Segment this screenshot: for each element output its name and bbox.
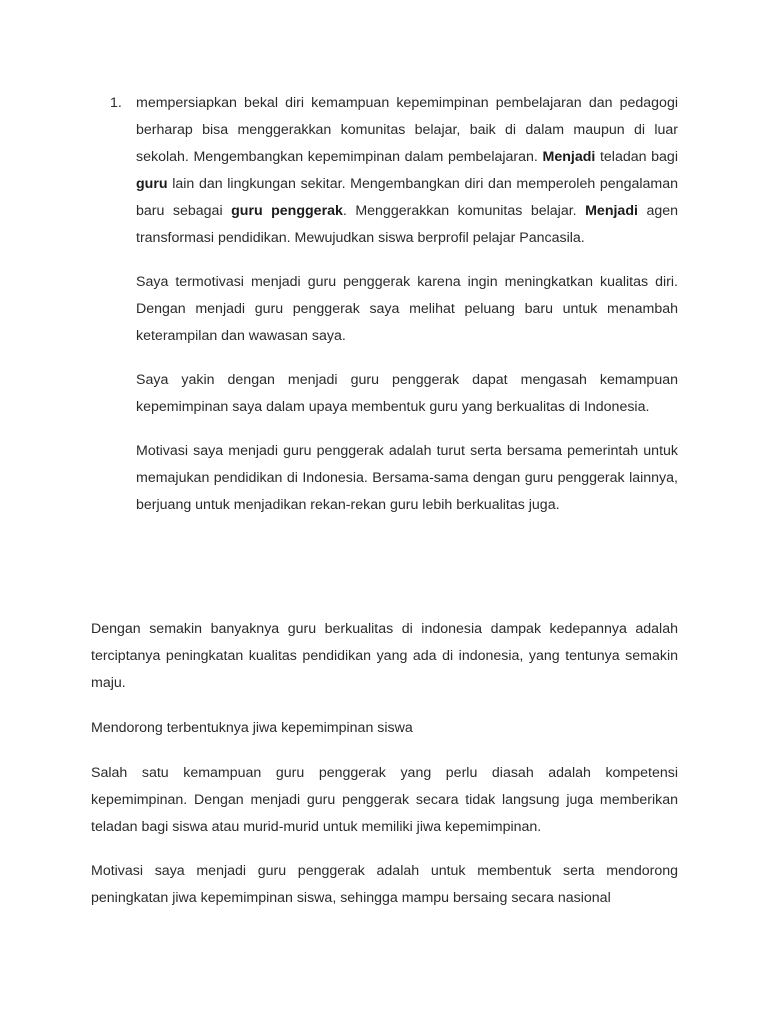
text-run: agen transformasi pendidikan. Mewujudkan siswa berprofil pelajar Pancasila. <box>136 203 678 246</box>
bold-text: guru penggerak <box>231 203 343 219</box>
text-run: . Menggerakkan komunitas belajar. <box>342 203 586 219</box>
list-paragraph-2: Saya termotivasi menjadi guru penggerak karena ingin meningkatkan kualitas diri. Dengan menjadi guru penggerak saya melihat peluang baru untuk menambah keterampilan dan wawasan saya. <box>136 274 678 344</box>
list-paragraph-4: Motivasi saya menjadi guru penggerak adalah turut serta bersama pemerintah untuk memajukan pendidikan di Indonesia. Bersama-sama dengan guru penggerak lainnya, berjuang untuk menjadikan rekan-rekan guru lebih berkualitas juga. <box>136 443 678 513</box>
section-heading: Mendorong terbentuknya jiwa kepemimpinan siswa <box>91 720 413 736</box>
list-number: 1. <box>110 95 122 111</box>
bold-text: Menjadi <box>542 149 596 165</box>
bold-text: guru <box>136 176 168 192</box>
text-run: teladan bagi <box>595 149 678 165</box>
list-paragraph-3: Saya yakin dengan menjadi guru penggerak dapat mengasah kemampuan kepemimpinan saya dalam upaya membentuk guru yang berkualitas di Indonesia. <box>136 372 678 415</box>
body-paragraph-3: Motivasi saya menjadi guru penggerak adalah untuk membentuk serta mendorong peningkatan jiwa kepemimpinan siswa, sehingga mampu bersaing secara nasional <box>91 863 678 906</box>
body-paragraph-1: Dengan semakin banyaknya guru berkualitas di indonesia dampak kedepannya adalah terciptanya peningkatan kualitas pendidikan yang ada di indonesia, yang tentunya semakin maju. <box>91 621 678 691</box>
list-paragraph-1 <box>136 90 678 252</box>
text-run: mempersiapkan bekal diri kemampuan kepemimpinan pembelajaran dan pedagogi berharap bisa menggerakkan komunitas belajar, baik di dalam maupun di luar sekolah. Mengembangkan kepemimpinan dalam pembelajaran. <box>136 95 678 165</box>
list-item-body <box>136 90 678 536</box>
body-paragraph-2: Salah satu kemampuan guru penggerak yang perlu diasah adalah kompetensi kepemimpinan. Dengan menjadi guru penggerak secara tidak langsung juga memberikan teladan bagi siswa atau murid-murid untuk memiliki jiwa kepemimpinan. <box>91 765 678 835</box>
bold-text: Menjadi <box>585 203 638 219</box>
text-run: lain dan lingkungan sekitar. Mengembangkan diri dan memperoleh pengalaman baru sebagai <box>136 176 678 219</box>
